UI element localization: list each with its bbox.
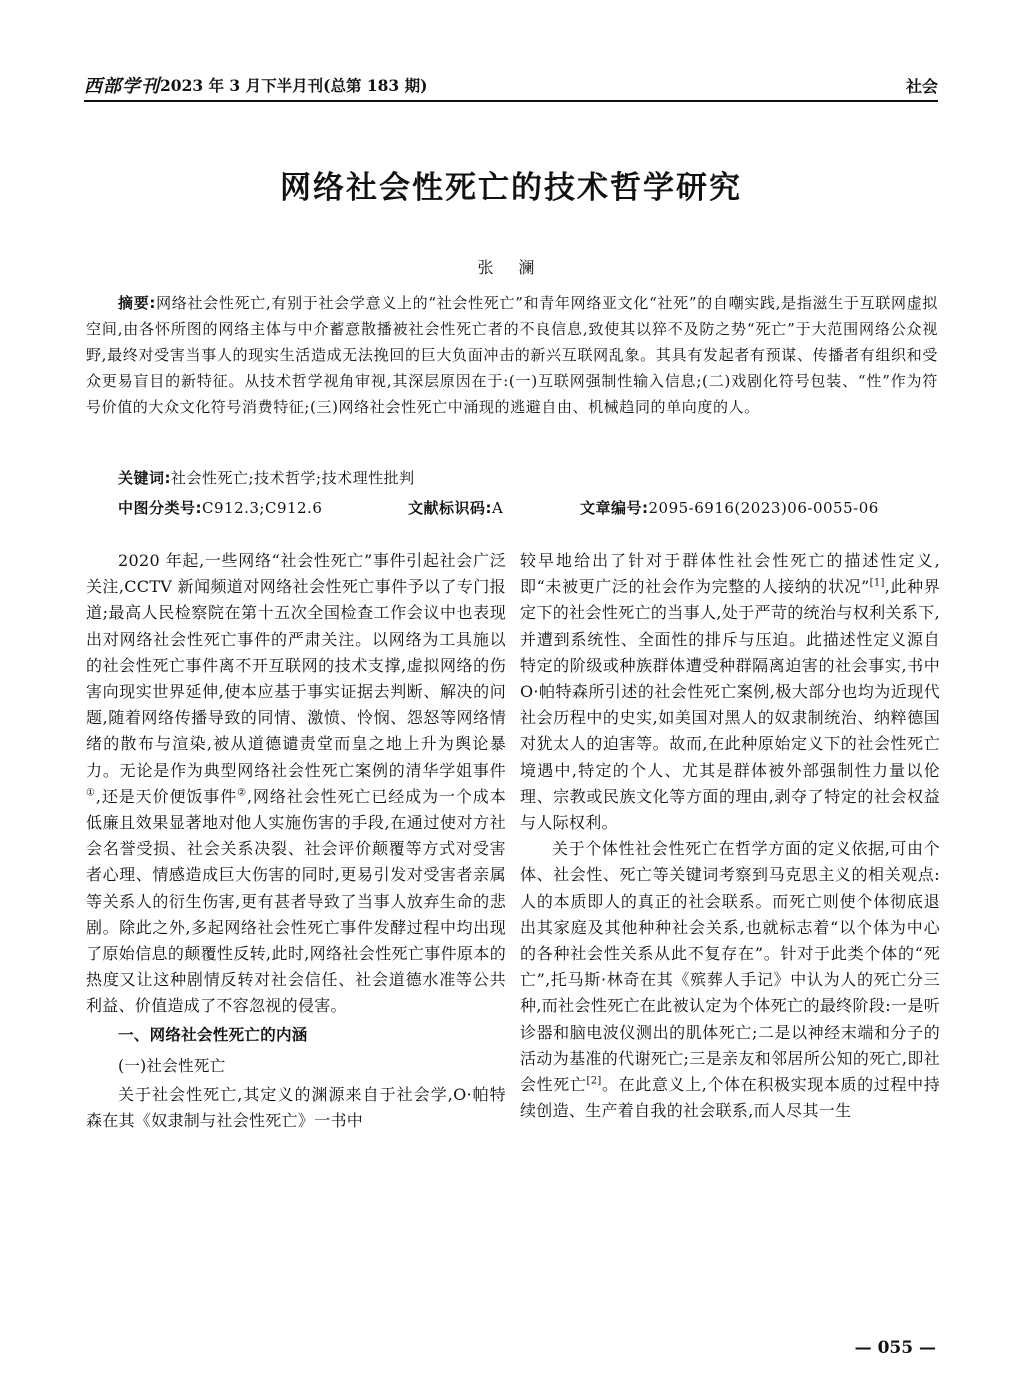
abstract [86,290,938,420]
body-column-left [86,548,506,1134]
clc-value: C912.3;C912.6 [202,499,323,517]
footnote-marker: ② [237,787,247,799]
doc-code [408,497,503,518]
body-column-right [520,548,940,1124]
keywords-text: 社会性死亡;技术哲学;技术理性批判 [171,469,415,487]
abstract-label: 摘要: [118,294,156,312]
author-name: 张 澜 [477,258,545,277]
paragraph-text: 2020 年起,一些网络“社会性死亡”事件引起社会广泛关注,CCTV 新闻频道对网络社会性死亡事件予以了专门报道;最高人民检察院在第十五次全国检查工作会议中也表现出对网络社会性死亡事件的严肃关注。以网络为工具施以的社会性死亡事件离不开互联网的技术支撑,虚拟网络的伤害向现实世界延伸,使本应基于事实证据去判断、解决的问题,随着网络传播导致的同情、激愤、怜悯、怨怒等网络情绪的散布与渲染,被从道德谴责堂而皇之地上升为舆论暴力。无论是作为典型网络社会性死亡案例的清华学姐事件 [86,551,506,780]
article-number [580,497,879,518]
paragraph [520,548,940,836]
paragraph [520,836,940,1124]
paragraph-text: 关于个体性社会性死亡在哲学方面的定义依据,可由个体、社会性、死亡等关键词考察到马克思主义的相关观点:人的本质即人的真正的社会联系。而死亡则使个体彻底退出其家庭及其他种种社会关系,也就标志着“以个体为中心的各种社会性关系从此不复存在”。针对于此类个体的“死亡”,托马斯·林奇在其《殡葬人手记》中认为人的死亡分三种,而社会性死亡在此被认定为个体死亡的最终阶段:一是听诊器和脑电波仪测出的肌体死亡;二是以神经末端和分子的活动为基准的代谢死亡;三是亲友和邻居所公知的死亡,即社会性死亡 [520,839,940,1095]
paragraph [86,548,506,1020]
keywords-label: 关键词: [118,469,171,487]
issue-info: 2023 年 3 月下半月刊(总第 183 期) [160,76,428,95]
journal-name: 西部学刊 [84,76,160,97]
page-number: — 055 — [854,1338,936,1358]
paragraph-text: ,网络社会性死亡已经成为一个成本低廉且效果显著地对他人实施伤害的手段,在通过使对方社会名誉受损、社会关系决裂、社会评价颠覆等方式对受害者心理、情感造成巨大伤害的同时,更易引发对受害者亲属等关系人的衍生伤害,更有甚者导致了当事人放弃生命的悲剧。除此之外,多起网络社会性死亡事件发酵过程中均出现了原始信息的颠覆性反转,此时,网络社会性死亡事件原本的热度又让这种剧情反转对社会信任、社会道德水准等公共利益、价值造成了不容忽视的侵害。 [86,786,506,1016]
doc-label: 文献标识码: [408,499,492,517]
clc-label: 中图分类号: [118,499,202,517]
article-value: 2095-6916(2023)06-0055-06 [648,499,879,517]
paragraph: 关于社会性死亡,其定义的渊源来自于社会学,O·帕特森在其《奴隶制与社会性死亡》一书中 [86,1084,506,1130]
paragraph-text: ,还是天价便饭事件 [95,786,238,806]
article-title: 网络社会性死亡的技术哲学研究 [280,170,742,206]
subsection-heading: (一)社会性死亡 [118,1056,226,1075]
footnote-marker: ① [86,787,96,799]
keywords [118,467,415,488]
paragraph-text: 。在此意义上,个体在积极实现本质的过程中持续创造、生产着自我的社会联系,而人尽其一生 [520,1075,941,1121]
reference-marker: [2] [586,1075,602,1087]
reference-marker: [1] [869,577,885,589]
section-name: 社会 [905,77,938,96]
paragraph-text: 较早地给出了针对于群体性社会性死亡的描述性定义,即“未被更广泛的社会作为完整的人接纳的状况” [520,551,940,597]
header-rule [84,100,938,102]
abstract-text: 网络社会性死亡,有别于社会学意义上的“社会性死亡”和青年网络亚文化“社死”的自嘲实践,是指滋生于互联网虚拟空间,由各怀所图的网络主体与中介蓄意散播被社会性死亡者的不良信息,致使其以猝不及防之势“死亡”于大范围网络公众视野,最终对受害当事人的现实生活造成无法挽回的巨大负面冲击的新兴互联网乱象。其具有发起者有预谋、传播者有组织和受众更易盲目的新特征。从技术哲学视角审视,其深层原因在于:(一)互联网强制性输入信息;(二)戏剧化符号包装、“性”作为符号价值的大众文化符号消费特征;(三)网络社会性死亡中涌现的逃避自由、机械趋同的单向度的人。 [86,294,938,416]
paragraph-text: ,此种界定下的社会性死亡的当事人,处于严苛的统治与权利关系下,并遭到系统性、全面性的排斥与压迫。此描述性定义源自特定的阶级或种族群体遭受种群隔离迫害的社会事实,书中O·帕特森所引述的社会性死亡案例,极大部分也均为近现代社会历程中的史实,如美国对黑人的奴隶制统治、纳粹德国对犹太人的迫害等。故而,在此种原始定义下的社会性死亡境遇中,特定的个人、尤其是群体被外部强制性力量以伦理、宗教或民族文化等方面的理由,剥夺了特定的社会权益与人际权利。 [520,577,940,833]
running-header [84,70,938,100]
section-heading: 一、网络社会性死亡的内涵 [118,1025,308,1044]
doc-value: A [492,499,504,517]
article-label: 文章编号: [580,499,649,517]
clc-number [118,497,322,518]
